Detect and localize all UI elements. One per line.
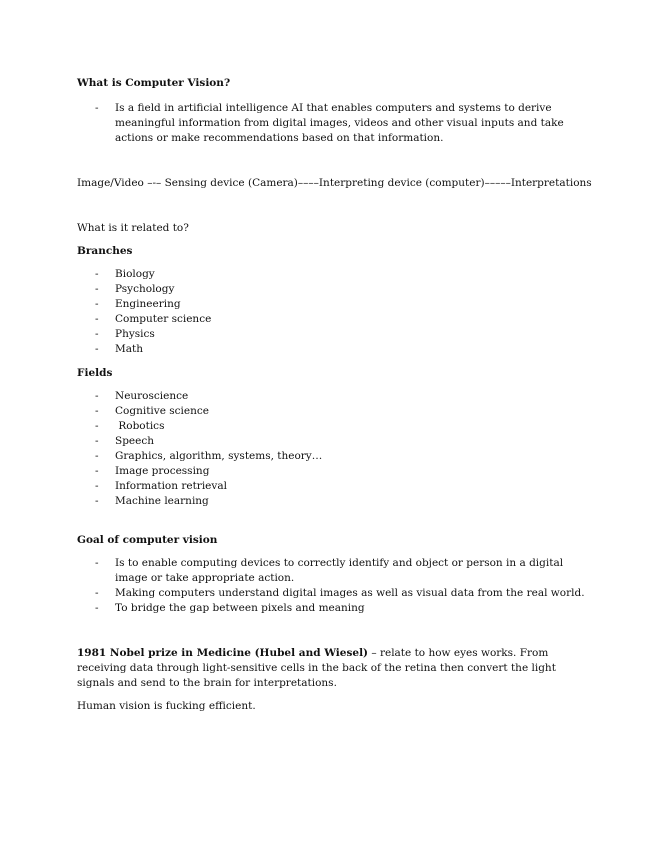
list-item: - Cognitive science: [77, 404, 587, 419]
section-heading-what-is-cv: What is Computer Vision?: [77, 77, 231, 89]
list-item: - Robotics: [77, 419, 587, 434]
list-item: - Making computers understand digital images as well as visual data from the real world.: [77, 586, 587, 601]
fields-list: [77, 389, 587, 509]
spacer: [77, 691, 587, 699]
list-item: - Speech: [77, 434, 587, 449]
related-question: What is it related to?: [77, 222, 189, 234]
nobel-text: – relate to how eyes works. From receiving data through light-sensitive cells in the back of the retina then convert the light signals and send to the brain for interpretations.: [77, 647, 556, 689]
nobel-bold-lead: 1981 Nobel prize in Medicine (Hubel and Wiesel): [77, 647, 369, 659]
list-item: - Information retrieval: [77, 479, 587, 494]
list-item: - Computer science: [77, 312, 587, 327]
spacer: [77, 259, 587, 267]
list-item: - Psychology: [77, 282, 587, 297]
closing-line: Human vision is fucking efficient.: [77, 700, 256, 712]
list-item: - Is to enable computing devices to correctly identify and object or person in a digital image or take appropriate action.: [77, 556, 587, 586]
fields-heading: Fields: [77, 367, 113, 379]
spacer: [77, 509, 587, 533]
definition-list: [77, 101, 587, 146]
spacer: [77, 146, 587, 176]
list-item: - Engineering: [77, 297, 587, 312]
goal-heading: Goal of computer vision: [77, 534, 218, 546]
spacer: [77, 191, 587, 221]
list-item: - Graphics, algorithm, systems, theory…: [77, 449, 587, 464]
branches-heading: Branches: [77, 245, 133, 257]
goal-list: [77, 556, 587, 616]
spacer: [77, 236, 587, 244]
spacer: [77, 357, 587, 366]
list-item: - Machine learning: [77, 494, 587, 509]
branches-list: [77, 267, 587, 357]
list-item: - To bridge the gap between pixels and meaning: [77, 601, 587, 616]
document-page: [77, 76, 592, 714]
list-item: - Math: [77, 342, 587, 357]
list-item: - Biology: [77, 267, 587, 282]
spacer: [77, 548, 587, 556]
spacer: [77, 381, 587, 389]
list-item: - Is a field in artificial intelligence AI that enables computers and systems to derive meaningful information from digital images, videos and other visual inputs and take actions or make recommendations based on that information.: [77, 101, 587, 146]
spacer: [77, 616, 587, 646]
list-item: - Physics: [77, 327, 587, 342]
list-item: - Image processing: [77, 464, 587, 479]
pipeline-line: Image/Video –-– Sensing device (Camera)––––Interpreting device (computer)–––––Interpretations: [77, 177, 592, 189]
spacer: [77, 91, 587, 101]
nobel-paragraph: [77, 646, 587, 691]
list-item: - Neuroscience: [77, 389, 587, 404]
